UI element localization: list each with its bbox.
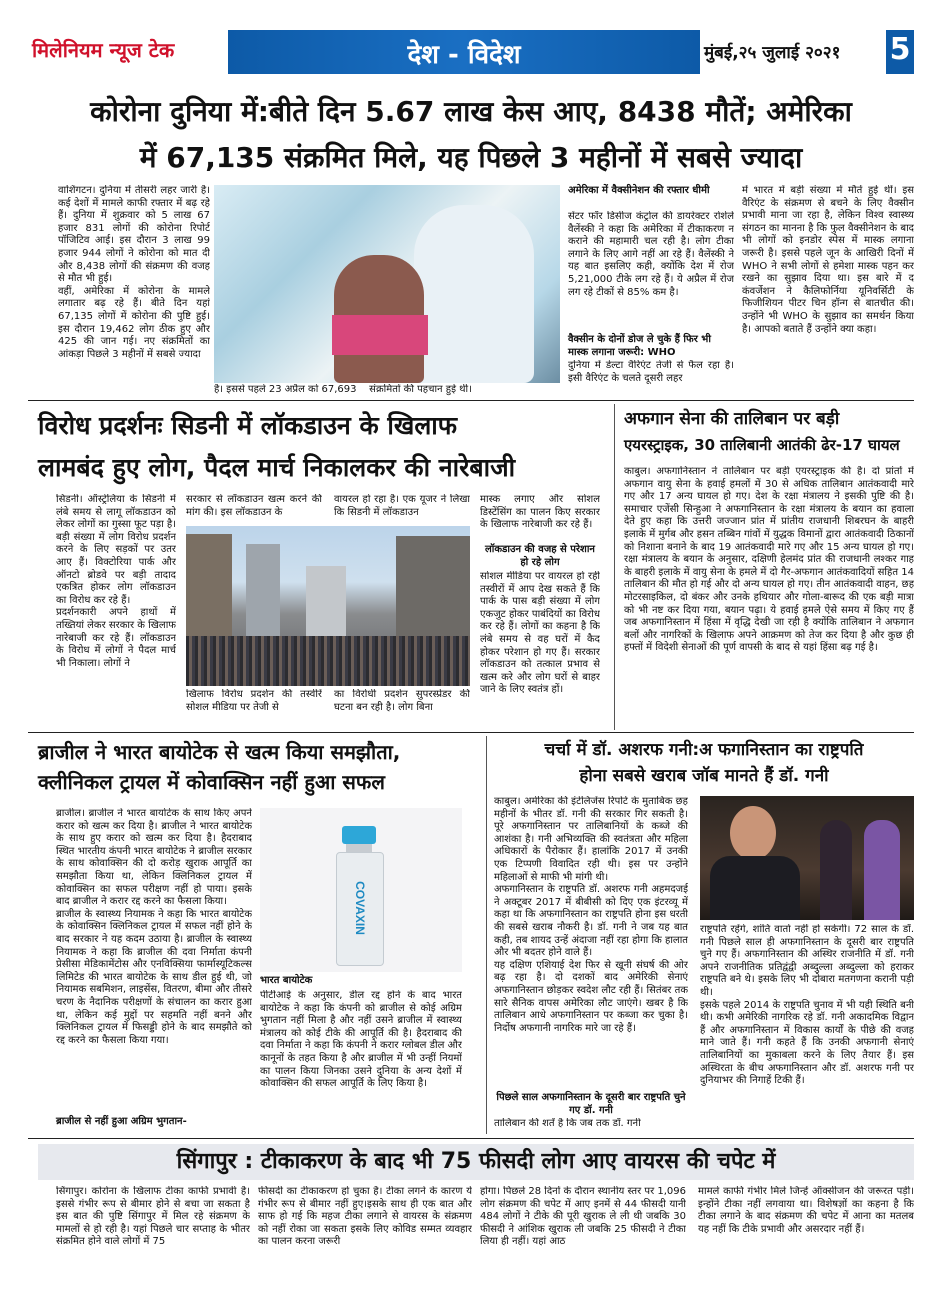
building-mid <box>306 566 346 646</box>
story1-column1: वाशिंगटन। दुनिया में तीसरी लहर जारी है। कई देशों में मामले काफी रफ्तार में बढ़ रहे हैं। दुनिया में शुक्रवार को 5 लाख 67 हजार 831 लोगों की कोरोना रिपोर्ट पॉजिटिव आई। इस दौरान 3 लाख 99 हजार 944 लोगों ने कोरोना को मात दी और 8,438 लोगों की संक्रमण की वजह से मौत भी हुई। वहीं, अमेरिका में कोरोना के मामले लगातार बढ़ रहे हैं। बीते दिन यहां 67,135 लोगों में कोरोना की पुष्टि हुई। इस दौरान 19,462 लोग ठीक हुए और 425 की जान गई। नए संक्रमितों का आंकड़ा पिछले 3 महीनों में सबसे ज्यादा <box>58 185 210 360</box>
story2-column2-top: सरकार से लॉकडाउन खत्म करने की मांग की। इस लॉकडाउन के <box>186 494 322 518</box>
story1-column3: सेंटर फॉर डिसीज कंट्रोल की डायरेक्टर रोशेले वैलेंस्की ने कहा कि अमेरिका में टीकाकरण न कराने की महामारी चल रही है। लोग टीका लगाने के लिए आगे नहीं आ रहे हैं। वैलेंस्की ने यह बात इसलिए कही, क्योंकि देश में रोज 5,21,000 टीके लग रहे हैं। ये अप्रैल में रोज लग रहे टीकों से 85% कम है। <box>568 211 734 298</box>
story6-headline: सिंगापुर : टीकाकरण के बाद भी 75 फीसदी लोग आए वायरस की चपेट में <box>176 1149 776 1174</box>
ghani-suit <box>710 856 800 920</box>
vial-neck <box>346 844 372 852</box>
story2-column4-top: मास्क लगाए और सोशल डिस्टेंसिंग का पालन किए सरकार के खिलाफ नारेबाजी कर रहे हैं। <box>480 494 600 531</box>
story2-column4: सोशल मीडिया पर वायरल हो रही तस्वीरों में आप देख सकते हैं कि पार्क के पास बड़ी संख्या में लोग एकजुट होकर पाबंदियों का विरोध कर रहे हैं। लोगों का कहना है कि लंबे समय से वह घरों में कैद होकर परेशान हो गए हैं। सरकार लॉकडाउन को तत्काल प्रभाव से खत्म करे और लोग घरों से बाहर जाने के लिए स्वतंत्र हों। <box>480 571 600 696</box>
story4-col1-heading: ब्राजील से नहीं हुआ अग्रिम भुगतान- <box>56 1116 187 1127</box>
edition-date: मुंबई,२५ जुलाई २०२१ <box>704 43 841 63</box>
story4-headline-line1: ब्राजील ने भारत बायोटेक से खत्म किया समझौता, <box>38 740 401 764</box>
divider <box>28 732 914 733</box>
story1-col3-heading2: वैक्सीन के दोनों डोज ले चुके हैं फिर भी मास्क लगाना जरूरी: WHO <box>568 334 711 358</box>
vial-label: COVAXIN <box>353 881 367 935</box>
story2-photo-sydney-protest <box>186 526 470 686</box>
story3-headline-line2: एयरस्ट्राइक, 30 तालिबानी आतंकी ढेर-17 घायल <box>624 436 900 454</box>
story4-image-caption: भारत बायोटेक <box>260 975 313 986</box>
story4-column1: ब्राजील। ब्राजील ने भारत बायोटेक के साथ किए अपने करार को खत्म कर दिया है। ब्राजील ने भारत बायोटेक के साथ हुए करार को खत्म कर दिया है। हैदराबाद स्थित भारतीय कंपनी भारत बायोटेक ने ब्राजील सरकार के साथ कोवाक्सिन की दो करोड़ खुराक आपूर्ति का समझौता किया था, लेकिन क्लिनिकल ट्रायल में कोवाक्सिन का सफल परीक्षण नहीं हो पाया। इसके बाद ब्राजील ने करार रद्द करने का फैसला किया। ब्राजील के स्वास्थ्य नियामक ने कहा कि भारत बायोटेक के कोवाक्सिन क्लिनिकल ट्रायल में सफल नहीं होने के बाद सरकार ने यह कदम उठाया है। ब्राजील के स्वास्थ्य नियामक ने कहा कि ब्राजील की दवा निर्माता कंपनी प्रेसीसा मेडिकामेंटोस और एनविक्सिया फार्मास्यूटिकल्स लिमिटेड की भारत बायोटेक के साथ डील हुई थी, जो नियामक सबमिशन, लाइसेंस, वितरण, बीमा और तीसरे चरण के नैदानिक परीक्षणों के संचालन का करार हुआ था, लेकिन कई मुद्दों पर सहमति नहीं बनने और क्लिनिकल ट्रायल में फिसड्डी होने के बाद समझौते को रद्द करने का फैसला किया गया। <box>56 808 252 1046</box>
story2-col4-heading: लॉकडाउन की वजह से परेशान हो रहे लोग <box>485 544 595 568</box>
story1-column4: में भारत में बड़ी संख्या में मौतें हुई थीं। इस वैरिएंट के संक्रमण से बचने के लिए वैक्सीन प्रभावी माना जा रहा है, लेकिन विश्व स्वास्थ्य संगठन का मानना है कि फुल वैक्सीनेशन के बाद भी लोगों को इनडोर स्पेस में मास्क लगाना जरूरी है। इससे पहले जून के आखिरी दिनों में WHO ने सभी लोगों से हमेशा मास्क पहन कर रखने का सुझाव दिया था। इस बारे में द कंवर्जेशन ने कैलिफोर्निया यूनिवर्सिटी के फिजीशियन पीटर चिन हॉन्ग से बातचीत की। उन्होंने भी WHO के सुझाव का समर्थन किया है। आपको बताते हैं उन्होंने क्या कहा। <box>742 185 914 335</box>
page-number: 5 <box>889 32 911 67</box>
story1-col3-heading: अमेरिका में वैक्सीनेशन की रफ्तार धीमी <box>568 185 710 196</box>
ghani-face <box>730 806 776 860</box>
story1-photo-swab-test <box>214 185 560 383</box>
divider <box>28 400 914 401</box>
building-tower <box>246 544 280 644</box>
story5-column1-tail: तालिबान की शर्तें है कि जब तक डॉ. गनी <box>494 1118 641 1129</box>
divider <box>28 1138 914 1139</box>
woman-left <box>820 820 852 920</box>
paper-name: मिलेनियम न्यूज टेक <box>32 38 175 62</box>
section-title: देश - विदेश <box>407 40 521 70</box>
story2-caption-a: खिलाफ विरोध प्रदर्शन की तस्वीरें सोशल मीडिया पर तेजी से <box>186 689 322 713</box>
story5-headline-line1: चर्चा में डॉ. अशरफ गनी:अ फगानिस्तान का राष्ट्रपति <box>544 740 864 760</box>
divider <box>614 404 615 730</box>
vial-cap <box>342 826 376 844</box>
story5-col1-heading: पिछले साल अफगानिस्तान के दूसरी बार राष्ट्रपति चुने गए डॉ. गनी <box>496 1092 686 1116</box>
story2-column1: सिडनी। ऑस्ट्रेलिया के सिडनी में लंबे समय से लागू लॉकडाउन को लेकर लोगों का गुस्सा फूट पड़ा है। बड़ी संख्या में लोग विरोध प्रदर्शन करने के लिए सड़कों पर उतर आए हैं। विक्टोरिया पार्क और ऑनटो ब्रोडवे पर बड़ी तादाद एकत्रित होकर लोग लॉकडाउन का विरोध कर रहे हैं। प्रदर्शनकारी अपने हाथों में तख्तियां लेकर सरकार के खिलाफ नारेबाजी कर रहे हैं। लॉकडाउन के विरोध में लोगों ने पैदल मार्च भी निकाला। लोगों ने <box>56 494 176 669</box>
story6-column4: मामले काफी गंभीर मिले जिन्हें ऑक्सीजन की जरूरत पड़ी। इन्होंने टीका नहीं लगवाया था। विशेषज्ञों का कहना है कि टीका लगाने के बाद संक्रमण की चपेट में आना का मतलब यह नहीं कि टीके प्रभावी और असरदार नहीं हैं। <box>698 1186 914 1235</box>
story5-column1: काबुल। अमेरिका की इंटेलिजेंस रिपोर्ट के मुताबिक छह महीनों के भीतर डॉ. गनी की सरकार गिर सकती है। पूरे अफगानिस्तान पर तालिबानियों के कब्जे की आशंका है। गनी अभिव्यक्ति की स्वतंत्रता और महिला अधिकारों के पैरोकार हैं। हालांकि 2017 में उनकी एक टिप्पणी विवादित रही थी। इस पर उन्होंने महिलाओं से माफी भी मांगी थी। अफगानिस्तान के राष्ट्रपति डॉ. अशरफ गनी अहमदजई ने अक्टूबर 2017 में बीबीसी को दिए एक इंटरव्यू में कहा था कि अफगानिस्तान का राष्ट्रपति होना इस धरती की सबसे खराब नौकरी है। डॉ. गनी ने जब यह बात कही, तब शायद उन्हें अंदाजा नहीं रहा होगा कि हालात और भी बदतर होने वाले हैं। यह दक्षिण एशियाई देश फिर से खूनी संघर्ष की ओर बढ़ रहा है। दो दशकों बाद अमेरिकी सेनाएं अफगानिस्तान छोड़कर स्वदेश लौट रही हैं। सितंबर तक सारे सैनिक वापस अमेरिका लौट जाएंगे। खबर है कि तालिबान आधे अफगानिस्तान पर कब्जा कर चुका है। निर्दोष अफगानी नागरिक मारे जा रहे हैं। <box>494 796 688 1034</box>
story2-caption-b: का विरोधी प्रदर्शन सुपरस्प्रेडर की घटना बन रही है। लोग बिना <box>334 689 470 713</box>
story6-column3: होगा। पिछले 28 दिनों के दौरान स्थानीय स्तर पर 1,096 लोग संक्रमण की चपेट में आए इनमें से 44 फीसदी यानी 484 लोगों ने टीके की पूरी खुराक ले ली थी जबकि 30 फीसदी ने आंशिक खुराक ली जबकि 25 फीसदी ने टीका लिया ही नहीं। यहां आठ <box>480 1186 686 1248</box>
story5-column2: राष्ट्रपति रहेंगे, शांति वार्ता नहीं हो सकेगी। 72 साल के डॉ. गनी पिछले साल ही अफगानिस्तान के दूसरी बार राष्ट्रपति चुने गए हैं। अफगानिस्तान की अस्थिर राजनीति में डॉ. गनी अपने राजनीतिक प्रतिद्वंद्वी अब्दुल्ला अब्दुल्ला को हराकर राष्ट्रपति बने थे। इसके लिए भी दोबारा मतगणना करानी पड़ी थी। इसके पहले 2014 के राष्ट्रपति चुनाव में भी यही स्थिति बनी थी। कभी अमेरिकी नागरिक रहे डॉ. गनी अकादमिक विद्वान हैं और अफगानिस्तान में विकास कार्यों के पीछे की वजह माने जाते हैं। गनी कहते हैं कि उनकी अफगानी सेनाएं तालिबानियों का मुकाबला करने के लिए तैयार हैं। इस अस्थिरता के बीच अफगानिस्तान और डॉ. अशरफ गनी पर दुनियाभर की निगाहें टिकी हैं। <box>700 924 914 1087</box>
story1-headline-line2: में 67,135 संक्रमित मिले, यह पिछले 3 महीनों में सबसे ज्यादा <box>139 141 803 174</box>
woman-right <box>864 820 900 920</box>
ppe-worker <box>414 205 534 383</box>
story2-headline-line2: लामबंद हुए लोग, पैदल मार्च निकालकर की नारेबाजी <box>38 453 516 482</box>
story3-headline-line1: अफगान सेना की तालिबान पर बड़ी <box>624 409 840 429</box>
story5-headline-line2: होना सबसे खराब जॉब मानते हैं डॉ. गनी <box>579 766 829 786</box>
story1-photo-caption: है। इससे पहले 23 अप्रैल को 67,693 संक्रमितों की पहचान हुई थी। <box>214 384 472 395</box>
scarf <box>332 315 428 355</box>
divider <box>486 736 487 1134</box>
covaxin-vial-photo <box>260 808 462 972</box>
story4-headline-line2: क्लीनिकल ट्रायल में कोवाक्सिन नहीं हुआ सफल <box>38 770 385 794</box>
story4-column2: पीटीआई के अनुसार, डील रद्द होने के बाद भारत बायोटेक ने कहा कि कंपनी को ब्राजील से कोई अग्रिम भुगतान नहीं मिला है और नहीं उसने ब्राजील में स्वास्थ्य मंत्रालय को कोई टीके की आपूर्ति की है। हैदराबाद की दवा निर्माता ने कहा कि कंपनी ने करार ग्लोबल डील और कानूनों के तहत किया है और ब्राजील में भी उन्हीं नियमों का पालन किया जिनका उसने दुनिया के अन्य देशों में कोवाक्सिन की सफल आपूर्ति के लिए किया है। <box>260 990 462 1090</box>
story2-headline-line1: विरोध प्रदर्शनः सिडनी में लॉकडाउन के खिलाफ <box>38 411 458 440</box>
masthead <box>28 30 914 74</box>
story3-body: काबुल। अफगानिस्तान ने तालिबान पर बड़ी एयरस्ट्राइक की है। दो प्रांतों में अफगान वायु सेना के हवाई हमलों में 30 से अधिक तालिबान आतंकवादी मारे गए और 17 अन्य घायल हो गए। देश के रक्षा मंत्रालय ने इसकी पुष्टि की है। समाचार एजेंसी सिन्हुआ ने अफगानिस्तान के रक्षा मंत्रालय के बयान का हवाला देते हुए कहा कि उत्तरी जज्जान प्रांत में प्रांतीय राजधानी शिबरघन के बाहरी इलाके में मुर्गब और हसन तब्बिन गांवों में युद्धक विमानों द्वारा आतंकवादी ठिकानों को निशाना बनाने के बाद 19 आतंकवादी मारे गए और 15 अन्य घायल हो गए। रक्षा मंत्रालय के बयान के अनुसार, दक्षिणी हेलमंद प्रांत की राजधानी लश्कर गाह के बाहरी इलाके में वायु सेना के हमले में दो गैर-अफगान आतंकवादियों सहित 14 तालिबान की मौत हो गई और दो अन्य घायल हो गए। तीन आतंकवादी वाहन, छह मोटरसाइकिल, दो बंकर और उनके हथियार और गोला-बारूद की एक बड़ी मात्रा को भी नष्ट कर दिया गया, बयान पढ़ा। ये हवाई हमले ऐसे समय में किए गए हैं जब अफगानिस्तान में हिंसा में वृद्धि देखी जा रही है क्योंकि तालिबान ने अफगान बलों और नागरिकों के खिलाफ अपने आक्रमण को तेज कर दिया है और कुछ ही हफ्तों में विदेशी सेनाओं की पूर्ण वापसी के बाद से यहां हिंसा बढ़ गई है। <box>624 466 914 654</box>
crowd <box>186 636 470 686</box>
story1-column3-tail: दुनिया में डेल्टा वैरिएंट तेजी से फैल रहा है। इसी वैरिएंट के चलते दूसरी लहर <box>568 360 734 384</box>
story6-column1: सिंगापुर। कोरोना के खिलाफ टीका काफी प्रभावी है। इससे गंभीर रूप से बीमार होने से बचा जा सकता है इस बात की पुष्टि सिंगापुर में मिल रहे संक्रमण के मामलों से हो रही है। यहां पिछले चार सप्ताह के भीतर संक्रमित होने वाले लोगों में 75 <box>56 1186 250 1248</box>
story1-headline-line1: कोरोना दुनिया में:बीते दिन 5.67 लाख केस आए, 8438 मौतें; अमेरिका <box>90 95 852 128</box>
ashraf-ghani-photo <box>700 796 914 920</box>
story2-column3-top: वायरल हो रहा है। एक यूजर ने लिखा कि सिडनी में लॉकडाउन <box>334 494 470 518</box>
story6-column2: फीसदी का टीकाकरण हो चुका है। टीका लगने के कारण ये गंभीर रूप से बीमार नहीं हुए।इसके साथ ही एक बात और साफ हो गई कि महज टीका लगाने से वायरस के संक्रमण को नहीं रोका जा सकता इसके लिए कोविड सम्मत व्यवहार का पालन करना जरूरी <box>258 1186 472 1248</box>
